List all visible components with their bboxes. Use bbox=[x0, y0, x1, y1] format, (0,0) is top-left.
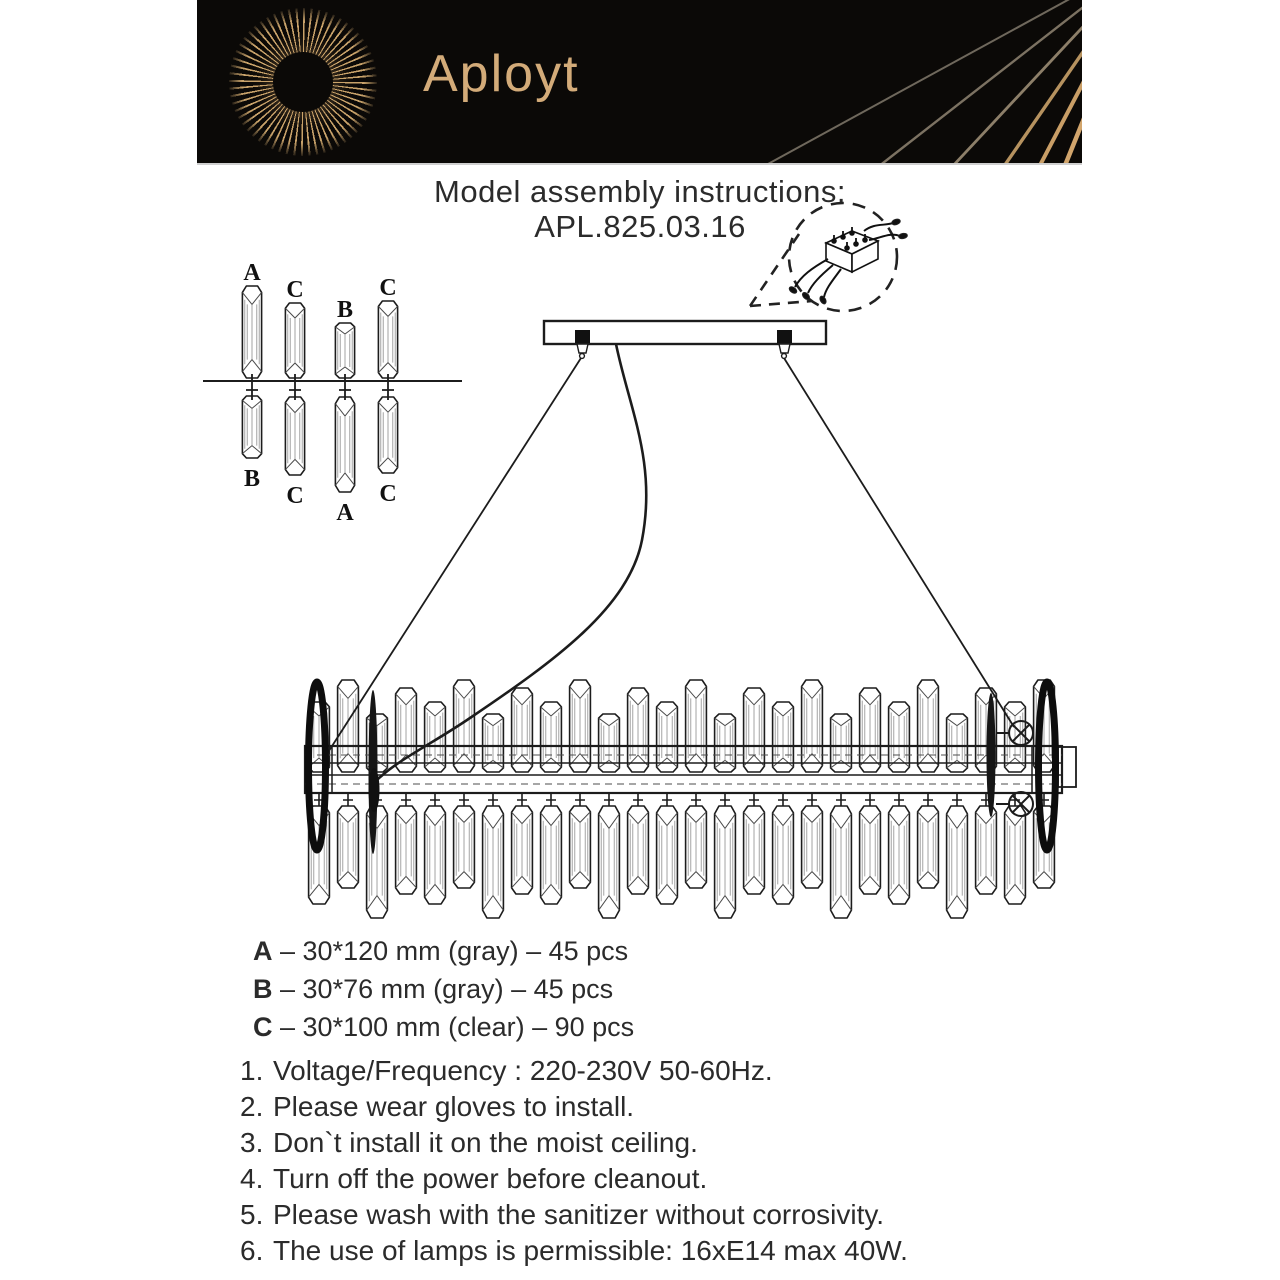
legend-text: – 30*100 mm (clear) – 90 pcs bbox=[280, 1012, 635, 1042]
part-label: A bbox=[336, 500, 354, 526]
part-label: C bbox=[379, 275, 397, 301]
brand-name: Aployt bbox=[423, 45, 580, 103]
wiring-callout bbox=[750, 203, 908, 311]
legend-text: – 30*120 mm (gray) – 45 pcs bbox=[280, 936, 629, 966]
legend-item bbox=[253, 1008, 634, 1046]
suspension-cable-right bbox=[784, 358, 1014, 727]
part-label: B bbox=[243, 466, 261, 492]
instruction-item bbox=[240, 1233, 908, 1269]
ceiling-plate bbox=[544, 321, 826, 358]
top-crystals bbox=[309, 680, 1055, 772]
part-label: A bbox=[243, 260, 261, 286]
crystal-pins bbox=[319, 793, 1044, 806]
crystal-legend bbox=[253, 932, 634, 1046]
part-label: C bbox=[286, 483, 304, 509]
chandelier-body bbox=[305, 344, 1076, 918]
instruction-item bbox=[240, 1161, 908, 1197]
legend-item bbox=[253, 970, 634, 1008]
instruction-number: 3. bbox=[240, 1127, 264, 1158]
legend-item bbox=[253, 932, 634, 970]
legend-key: A bbox=[253, 936, 273, 966]
legend-key: C bbox=[253, 1012, 273, 1042]
instruction-item bbox=[240, 1125, 908, 1161]
instruction-text: Don`t install it on the moist ceiling. bbox=[273, 1127, 698, 1158]
instruction-number: 1. bbox=[240, 1055, 264, 1086]
instruction-number: 5. bbox=[240, 1199, 264, 1230]
instruction-text: The use of lamps is permissible: 16xE14 max 40W. bbox=[273, 1235, 908, 1266]
instruction-number: 6. bbox=[240, 1235, 264, 1266]
instruction-item bbox=[240, 1053, 908, 1089]
legend-key: B bbox=[253, 974, 273, 1004]
parts-diagram bbox=[203, 260, 462, 526]
instruction-text: Please wear gloves to install. bbox=[273, 1091, 635, 1122]
instruction-number: 4. bbox=[240, 1163, 264, 1194]
instruction-number: 2. bbox=[240, 1091, 264, 1122]
cable-hub bbox=[369, 768, 380, 812]
end-rod-right bbox=[987, 693, 996, 817]
instruction-text: Voltage/Frequency : 220-230V 50-60Hz. bbox=[273, 1055, 773, 1086]
part-label: B bbox=[336, 297, 354, 323]
instructions-list bbox=[240, 1053, 908, 1269]
bottom-crystals bbox=[309, 806, 1055, 918]
part-label: C bbox=[379, 481, 397, 507]
instruction-text: Please wash with the sanitizer without corrosivity. bbox=[273, 1199, 885, 1230]
model-number: APL.825.03.16 bbox=[534, 209, 746, 244]
instruction-item bbox=[240, 1197, 908, 1233]
legend-text: – 30*76 mm (gray) – 45 pcs bbox=[280, 974, 614, 1004]
part-label: C bbox=[286, 277, 304, 303]
page-title: Model assembly instructions: bbox=[434, 174, 846, 209]
instruction-text: Turn off the power before cleanout. bbox=[273, 1163, 708, 1194]
instruction-item bbox=[240, 1089, 908, 1125]
